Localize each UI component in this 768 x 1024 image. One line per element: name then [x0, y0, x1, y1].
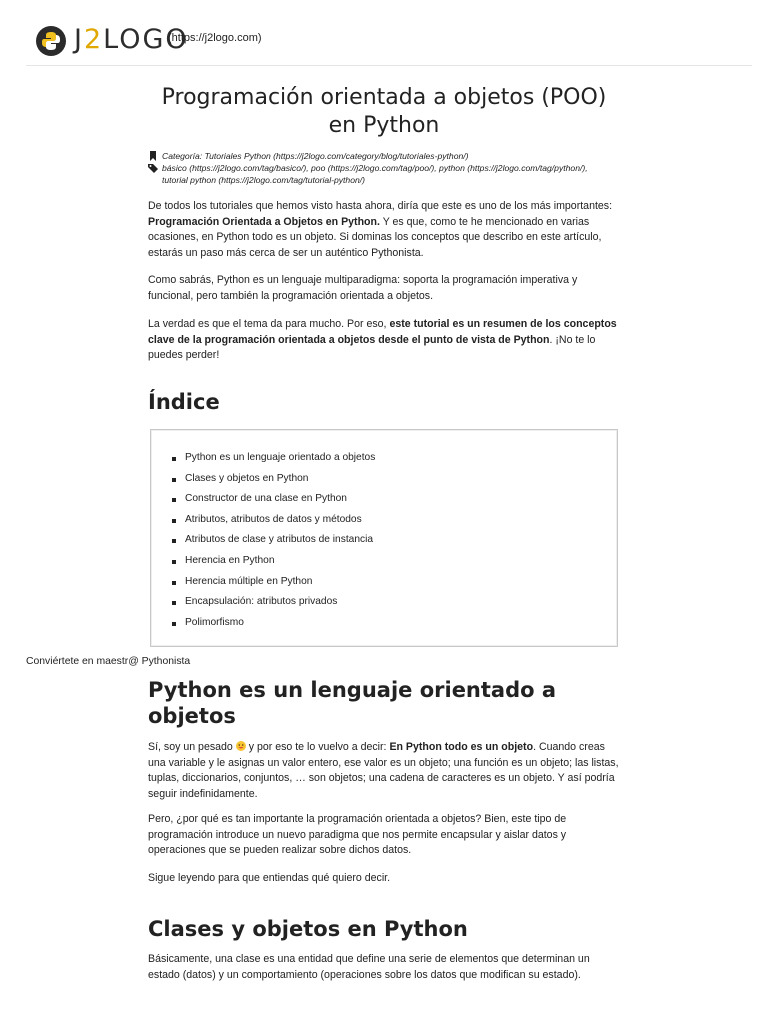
summary-emphasis: este tutorial es un resumen de los conceptos clave de la programación orientada a objetos desde el punto de vista de Python — [148, 318, 617, 346]
tags-row — [148, 162, 620, 174]
promo-text[interactable]: Conviértete en maestr@ Pythonista — [26, 656, 191, 667]
toc-item[interactable]: Atributos, atributos de datos y métodos — [185, 510, 617, 531]
section-heading-oop-language: Python es un lenguaje orientado a objetos — [148, 678, 557, 728]
logo-wordmark[interactable]: J2LOGO — [74, 24, 189, 55]
section-heading-classes-objects: Clases y objetos en Python — [148, 917, 468, 941]
toc-item[interactable]: Python es un lenguaje orientado a objetos — [185, 448, 617, 469]
intro-paragraph-1: De todos los tutoriales que hemos visto hasta ahora, diría que este es uno de los más importantes: Programación Orientada a Objetos en Python. Y es que, como te he mencionado en varias ocasiones, en Python todo es un objeto. Si dominas los conceptos que describo en este artículo, estarás un paso más cerca de ser un auténtico Pythonista. — [148, 200, 613, 259]
tags-row-2 — [148, 174, 620, 186]
intro-emphasis: Programación Orientada a Objetos en Python. — [148, 215, 380, 228]
table-of-contents — [150, 429, 618, 647]
tags-links-line2[interactable]: tutorial python (https://j2logo.com/tag/tutorial-python/) — [162, 175, 366, 185]
everything-is-object-emphasis: En Python todo es un objeto — [389, 741, 534, 753]
toc-item[interactable]: Herencia en Python — [185, 551, 617, 572]
toc-item[interactable]: Herencia múltiple en Python — [185, 572, 617, 593]
toc-item[interactable]: Clases y objetos en Python — [185, 469, 617, 490]
toc-item[interactable]: Constructor de una clase en Python — [185, 489, 617, 510]
category-row — [148, 150, 620, 162]
post-meta — [148, 150, 620, 186]
bookmark-icon — [148, 151, 158, 161]
toc-list — [151, 430, 617, 633]
grinning-emoji-icon — [236, 741, 246, 751]
tags-icon — [148, 163, 158, 173]
toc-item[interactable]: Polimorfismo — [185, 613, 617, 634]
category-link[interactable]: Categoría: Tutoriales Python (https://j2logo.com/category/blog/tutoriales-python/) — [162, 151, 469, 161]
site-header — [0, 0, 768, 66]
index-heading: Índice — [148, 390, 220, 414]
python-logo-icon[interactable] — [36, 26, 66, 56]
toc-item[interactable]: Atributos de clase y atributos de instancia — [185, 530, 617, 551]
page-title: Programación orientada a objetos (POO) en Python — [161, 85, 607, 138]
tags-links-line1[interactable]: básico (https://j2logo.com/tag/basico/), poo (https://j2logo.com/tag/poo/), python (https://j2logo.com/tag/python/), — [162, 163, 588, 173]
intro-paragraph-3: La verdad es que el tema da para mucho. Por eso, este tutorial es un resumen de los conceptos clave de la programación orientada a objetos desde el punto de vista de Python. ¡No te lo puedes perder! — [148, 318, 617, 361]
site-url[interactable]: (https://j2logo.com) — [168, 32, 262, 44]
section1-paragraph-1: Sí, soy un pesado y por eso te lo vuelvo a decir: En Python todo es un objeto. Cuando creas una variable y le asignas un valor entero, ese valor es un objeto; una función es un objeto; las listas, tuplas, diccionarios, conjuntos, … son objetos; una cadena de caracteres es un objeto. Y así podría seguir indefinidamente. — [148, 741, 619, 800]
section1-paragraph-2: Pero, ¿por qué es tan importante la programación orientada a objetos? Bien, este tipo de programación introduce un nuevo paradigma que nos permite encapsular y aislar datos y operaciones que se pueden realizar sobre dichos datos. — [148, 813, 567, 856]
section1-paragraph-3: Sigue leyendo para que entiendas qué quiero decir. — [148, 872, 391, 884]
toc-item[interactable]: Encapsulación: atributos privados — [185, 592, 617, 613]
intro-paragraph-2: Como sabrás, Python es un lenguaje multiparadigma: soporta la programación imperativa y funcional, pero también la programación orientada a objetos. — [148, 274, 578, 302]
header-divider — [26, 65, 752, 66]
section2-paragraph-1: Básicamente, una clase es una entidad que define una serie de elementos que determinan un estado (datos) y un comportamiento (operaciones sobre los datos que modifican su estado). — [148, 953, 590, 981]
